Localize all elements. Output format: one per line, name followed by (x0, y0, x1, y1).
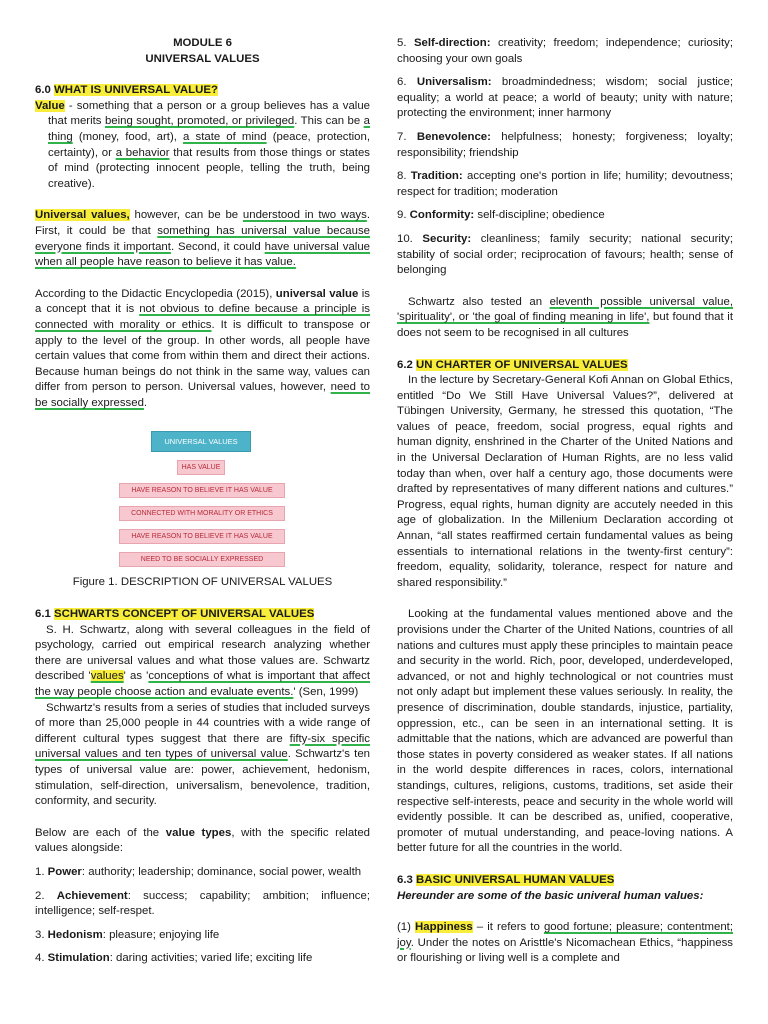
section-6-0-heading: 6.0 WHAT IS UNIVERSAL VALUE? (35, 84, 218, 97)
eleventh-value-paragraph: Schwartz also tested an eleventh possible universal value, 'spirituality', or 'the goal of finding meaning in life', but found that it does not seem to be recognised in all cultures (397, 295, 733, 339)
diagram-box-has-value: HAS VALUE (177, 460, 225, 475)
value-type-security: 10. Security: cleanliness; family security; national security; stability of social order; reciprocation of favours; health; sense of belonging (397, 232, 733, 277)
value-type-achievement: 2. Achievement: success; capability; ambition; influence; intelligence; self-respet. (35, 889, 370, 918)
left-column (35, 36, 370, 967)
section-6-3-subtitle: Hereunder are some of the basic univeral human values: (397, 889, 704, 902)
value-type-stimulation: 4. Stimulation: daring activities; varied life; exciting life (35, 952, 313, 965)
value-type-universalism: 6. Universalism: broadmindedness; wisdom; social justice; equality; a world at peace; a world of beauty; unity with nature; protecting the environment; inner harmony (397, 76, 733, 120)
section-6-3-heading: 6.3 BASIC UNIVERSAL HUMAN VALUES (397, 873, 615, 886)
right-column (397, 36, 733, 967)
value-types-intro: Below are each of the value types, with the specific related values alongside: (35, 826, 370, 855)
universal-values-diagram (35, 431, 370, 567)
diagram-box-reason-believe: HAVE REASON TO BELIEVE IT HAS VALUE (119, 483, 285, 498)
section-6-1-heading: 6.1 SCHWARTS CONCEPT OF UNIVERSAL VALUES (35, 608, 315, 621)
value-type-benevolence: 7. Benevolence: helpfulness; honesty; forgiveness; loyalty; responsibility; friendship (397, 130, 733, 159)
value-type-self-direction: 5. Self-direction: creativity; freedom; independence; curiosity; choosing your own goals (397, 37, 733, 65)
value-type-conformity: 9. Conformity: self-discipline; obedience (397, 209, 605, 222)
figure-caption: Figure 1. DESCRIPTION OF UNIVERSAL VALUES (72, 576, 333, 589)
schwartz-paragraph: S. H. Schwartz, along with several colleagues in the field of psychology, carried out empirical research analyzing whether there are universal values and what those values are. Schwartz described 'values' as 'conceptions of what is important that affect the way people choose action and evaluate events.' (Sen, 1999) (35, 623, 370, 699)
module-subtitle: UNIVERSAL VALUES (145, 52, 260, 65)
value-definition: Value - something that a person or a group believes has a value that merits being sought, promoted, or privileged. This can be a thing (money, food, art), a state of mind (peace, protection, certainty), or a behavior that results from those things or states of mind (protecting innocent people, telling the truth, being creative). (35, 99, 371, 190)
didactic-paragraph: According to the Didactic Encyclopedia (2015), universal value is a concept that it is not obvious to define because a principle is connected with morality or ethics. It is difficult to transpose or apply to the level of the group. In other words, all people have certain values that come from within them and direct their actions. Because human beings do not think in the same way, values can differ from person to person. Universal values, however, need to be socially expressed. (35, 287, 370, 409)
diagram-box-morality-ethics: CONNECTED WITH MORALITY OR ETHICS (119, 506, 285, 521)
happiness-paragraph: (1) Happiness – it refers to good fortune; pleasure; contentment; joy. Under the notes on Aristtle's Nicomachean Ethics, “happiness or flourishing or living well is a complete and (397, 921, 733, 965)
diagram-box-socially-expressed: NEED TO BE SOCIALLY EXPRESSED (119, 552, 285, 567)
diagram-box-universal-values: UNIVERSAL VALUES (151, 431, 251, 452)
value-type-hedonism: 3. Hedonism: pleasure; enjoying life (35, 928, 220, 941)
schwartz-results-paragraph: Schwartz's results from a series of studies that included surveys of more than 25,000 people in 44 countries with a wide range of different cultural types suggest that there are fifty-six specific universal values and ten types of universal value. Schwartz's ten types of universal value are: power, achievement, hedonism, stimulation, self-direction, universalism, benevolence, tradition, conformity, and security. (35, 701, 370, 808)
value-type-power: 1. Power: authority; leadership; dominance, social power, wealth (35, 865, 362, 878)
looking-paragraph: Looking at the fundamental values mentioned above and the provisions under the Charter of the United Nations, countries of all nations and cultures must apply these principles to maintain peace and security in the world. Rich, poor, developed, underdeveloped, advanced, or not and highly technological or not countries must not only adapt but implement these values seriously. In reality, the presence of discrimination, double standards, injustice, partiality, oppression, etc., can be seen in an international setting. It is admittable that the nations, which are advanced are powerful than those states in poverty considered as weaker states. If all nations in the world despite differences in races, colors, international standings, cultures, religions, customs, traditions, set aside their respective self-interests, peace and security in the whole world will evidently possible. It can be described as, unified, cooperative, promoter of mutual understanding, and peace-loving nations. A better future for all the countries in the world. (397, 608, 733, 855)
module-title: MODULE 6 (173, 37, 232, 49)
annan-paragraph: In the lecture by Secretary-General Kofi Annan on Global Ethics, entitled “Do We Still Have Universal Values?”, delivered at Tübingen University, Germany, he stressed this quotation, “The values of peace, freedom, social progress, equal rights and human dignity, enshrined in the Charter of the United Nations and in the Universal Declaration of Human Rights, are no less valid today than when, over half a century ago, those documents were drafted by representatives of many different nations and cultures.” Progress, equal rights, human dignity are accutely needed in this age of globalization. In the Millenium Declaration according ot Annan, “all states reaffirmed certain fundamental values as being essentials to international relations in the twenty-first century”: freedom, equality, solidarity, tolerance, respect for nature and shared responsibility.” (397, 374, 733, 589)
diagram-box-reason-believe-2: HAVE REASON TO BELIEVE IT HAS VALUE (119, 529, 285, 544)
section-6-2-heading: 6.2 UN CHARTER OF UNIVERSAL VALUES (397, 358, 628, 371)
value-type-tradition: 8. Tradition: accepting one's portion in life; humility; devoutness; respect for tradition; moderation (397, 170, 733, 198)
universal-values-paragraph: Universal values, however, can be be understood in two ways. First, it could be that something has universal value because everyone finds it important. Second, it could have universal value when all people have reason to believe it has value. (35, 209, 371, 269)
